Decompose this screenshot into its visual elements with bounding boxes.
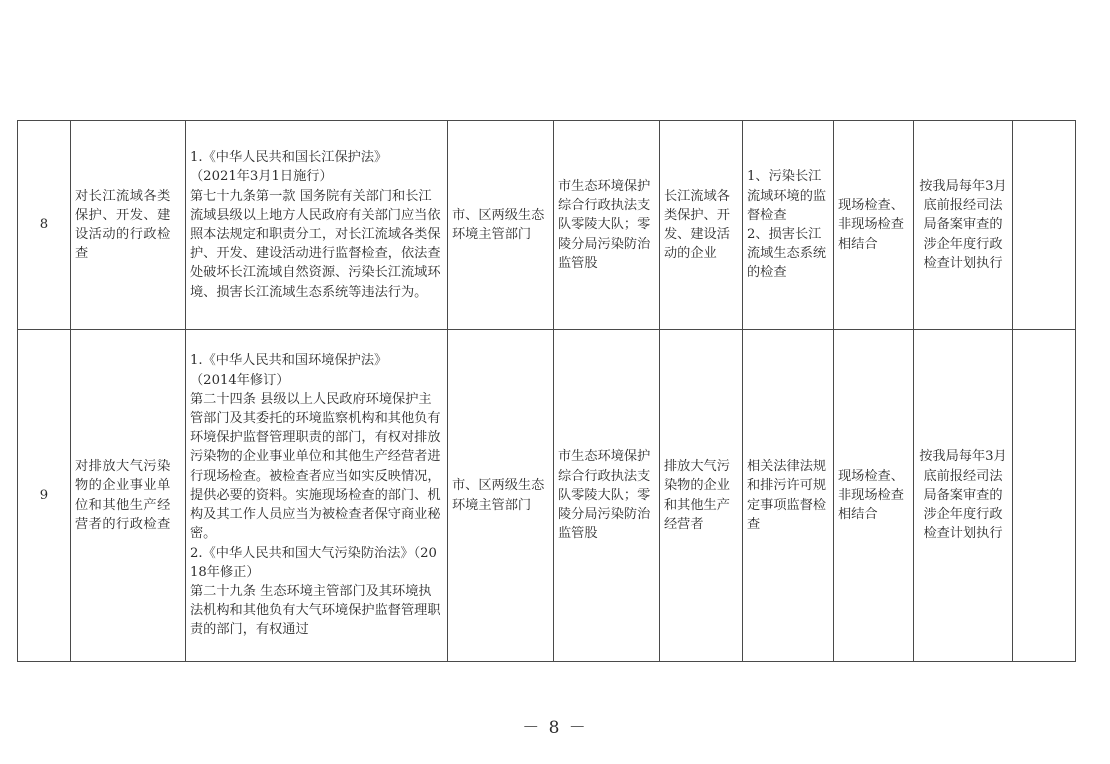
remark-cell — [1013, 121, 1076, 330]
inspection-subject: 市、区两级生态环境主管部门 — [448, 330, 554, 662]
inspection-item: 对长江流域各类保护、开发、建设活动的行政检查 — [71, 121, 186, 330]
inspection-plan: 按我局每年3月底前报经司法局备案审查的涉企年度行政检查计划执行 — [914, 330, 1013, 662]
page-number: － 8 － — [522, 718, 588, 738]
basis-law-title: 1.《中华人民共和国环境保护法》 — [190, 353, 388, 369]
inspection-target: 排放大气污染物的企业和其他生产经营者 — [660, 330, 743, 662]
inspection-subject: 市、区两级生态环境主管部门 — [448, 121, 554, 330]
table-row — [18, 121, 1076, 330]
row-number: 8 — [18, 121, 71, 330]
legal-basis — [186, 330, 448, 662]
basis-law-title: 1.《中华人民共和国长江保护法》 — [190, 150, 388, 166]
table-row — [18, 330, 1076, 662]
inspection-item: 对排放大气污染物的企业事业单位和其他生产经营者的行政检查 — [71, 330, 186, 662]
basis-law-date: （2021年3月1日施行） — [190, 169, 333, 185]
basis-article: 第七十九条第一款 国务院有关部门和长江流域县级以上地方人民政府有关部门应当依照本法规定和职责分工，对长江流域各类保护、开发、建设活动进行监督检查，依法查处破坏长江流域自然资源、污染长江流域环境、损害长江流域生态系统等违法行为。 — [190, 188, 441, 300]
inspection-table — [17, 120, 1076, 662]
executing-body: 市生态环境保护综合行政执法支队零陵大队；零陵分局污染防治监管股 — [554, 330, 660, 662]
inspection-scope: 1、污染长江流域环境的监督检查 2、损害长江流域生态系统的检查 — [743, 121, 834, 330]
inspection-method: 现场检查、非现场检查相结合 — [834, 121, 914, 330]
legal-basis — [186, 121, 448, 330]
inspection-target: 长江流域各类保护、开发、建设活动的企业 — [660, 121, 743, 330]
inspection-method: 现场检查、非现场检查相结合 — [834, 330, 914, 662]
inspection-scope: 相关法律法规和排污许可规定事项监督检查 — [743, 330, 834, 662]
basis-article-2: 第二十九条 生态环境主管部门及其环境执法机构和其他负有大气环境保护监督管理职责的部门，有权通过 — [190, 583, 441, 638]
basis-article: 第二十四条 县级以上人民政府环境保护主管部门及其委托的环境监察机构和其他负有环境保护监督管理职责的部门，有权对排放污染物的企业事业单位和其他生产经营者进行现场检查。被检查者应当如实反映情况，提供必要的资料。实施现场检查的部门、机构及其工作人员应当为被检查者保守商业秘密。 — [190, 391, 441, 542]
basis-law-title-2: 2.《中华人民共和国大气污染防治法》（2018年修正） — [190, 545, 437, 580]
executing-body: 市生态环境保护综合行政执法支队零陵大队；零陵分局污染防治监管股 — [554, 121, 660, 330]
basis-law-date: （2014年修订） — [190, 372, 290, 388]
remark-cell — [1013, 330, 1076, 662]
inspection-plan: 按我局每年3月底前报经司法局备案审查的涉企年度行政检查计划执行 — [914, 121, 1013, 330]
row-number: 9 — [18, 330, 71, 662]
